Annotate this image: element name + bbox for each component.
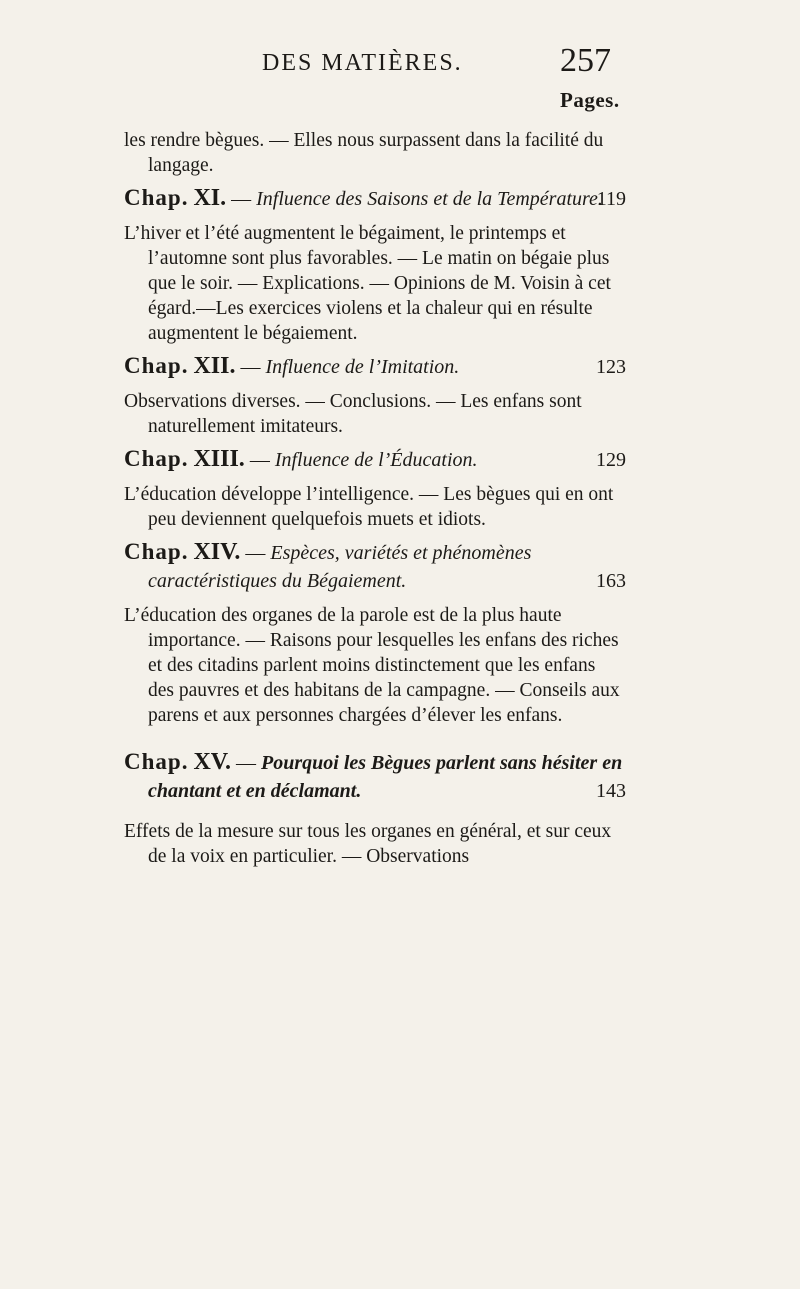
chapter-entry	[124, 184, 624, 213]
chapter-entry	[124, 352, 624, 381]
running-head: DES MATIÈRES.	[262, 50, 463, 76]
chapter-number: XIII.	[193, 446, 245, 472]
chapter-label: Chap.	[124, 749, 189, 774]
chapter-dash: —	[245, 542, 266, 564]
chapter-title: Pourquoi les Bègues parlent sans hésiter en chantant et en déclamant.	[148, 752, 623, 802]
chapter-title: Influence des Saisons et de la Température.	[256, 188, 603, 210]
chapter-entry	[124, 445, 624, 474]
summary-text: L’hiver et l’été augmentent le bégaiment, le printemps et l’automne sont plus favorables. — Le matin on bégaie plus que le soir. — Explications. — Opinions de M. Voisin à cet égard.—Les exercices violens et la chaleur qui en résulte augmentent le bégaiement.	[124, 223, 611, 344]
chapter-number: XI.	[193, 185, 227, 211]
chapter-page-number: 119	[596, 188, 626, 210]
chapter-entry	[124, 748, 624, 805]
summary-text: L’éducation développe l’intelligence. — Les bègues qui en ont peu deviennent quelquefois muets et idiots.	[124, 484, 614, 530]
page-number: 257	[560, 42, 611, 79]
chapter-label: Chap.	[124, 446, 189, 471]
chapter-label: Chap.	[124, 185, 189, 210]
chapter-label: Chap.	[124, 353, 189, 378]
chapter-dash: —	[249, 449, 270, 471]
table-of-contents	[124, 128, 624, 875]
summary-text: les rendre bègues. — Elles nous surpassent dans la facilité du langage.	[124, 130, 604, 176]
summary-text: L’éducation des organes de la parole est de la plus haute importance. — Raisons pour lesquelles les enfans des riches et des citadins parlent moins distinctement que les enfans des pauvres et des habitans de la campagne. — Conseils aux parens et aux personnes chargées d’élever les enfans.	[124, 605, 620, 726]
chapter-dash: —	[240, 356, 261, 378]
chapter-dash: —	[236, 752, 257, 774]
chapter-dash: —	[231, 188, 252, 210]
chapter-page-number: 143	[596, 780, 626, 802]
spacer	[124, 734, 624, 748]
chapter-label: Chap.	[124, 539, 189, 564]
chapter-number: XII.	[193, 353, 236, 379]
chapter-title: Espèces, variétés et phénomènes caractéristiques du Bégaiement.	[148, 542, 532, 592]
chapter-page-number: 123	[596, 356, 626, 378]
summary-text: Effets de la mesure sur tous les organes en général, et sur ceux de la voix en particulier. — Observations	[124, 821, 612, 867]
summary-text: Observations diverses. — Conclusions. — Les enfans sont naturellement imitateurs.	[124, 391, 582, 437]
pages-column-label: Pages.	[560, 88, 620, 112]
chapter-entry	[124, 538, 624, 595]
chapter-title: Influence de l’Imitation.	[265, 356, 460, 378]
chapter-title: Influence de l’Éducation.	[274, 449, 478, 471]
chapter-number: XV.	[193, 749, 232, 775]
chapter-number: XIV.	[193, 539, 241, 565]
chapter-page-number: 129	[596, 449, 626, 471]
chapter-page-number: 163	[596, 570, 626, 592]
